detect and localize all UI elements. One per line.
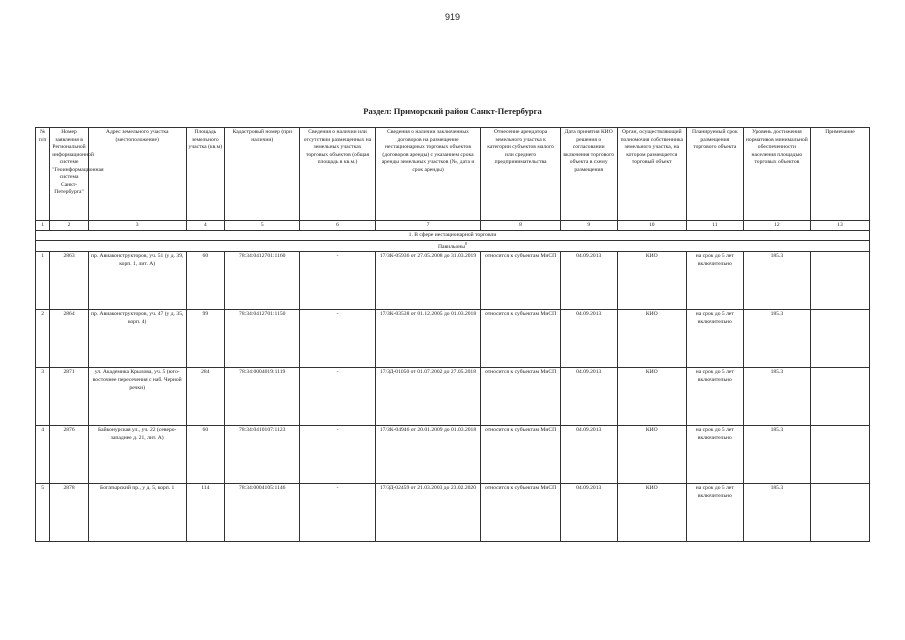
- column-header: № п/п: [36, 128, 50, 221]
- provision-level-cell: 185.3: [743, 310, 810, 368]
- application-number-cell: 2864: [50, 310, 89, 368]
- contract-info-cell: 17/ЗК-05936 от 27.05.2008 до 31.03.2019: [375, 252, 481, 310]
- owner-organ-cell: КИО: [617, 484, 686, 542]
- provision-level-cell: 185.3: [743, 426, 810, 484]
- table-body: [36, 252, 870, 542]
- placement-term-cell: на срок до 5 лет включительно: [686, 310, 743, 368]
- column-number: 2: [50, 221, 89, 231]
- area-cell: 114: [186, 484, 225, 542]
- subcategory-row: [36, 241, 870, 252]
- placement-term-cell: на срок до 5 лет включительно: [686, 426, 743, 484]
- provision-level-cell: 185.3: [743, 484, 810, 542]
- provision-level-cell: 185.3: [743, 252, 810, 310]
- section-title: Раздел: Приморский район Санкт-Петербурга: [363, 106, 542, 116]
- sme-status-cell: относится к субъектам МиСП: [481, 252, 560, 310]
- column-header: Сведения о наличии заключенных договоров на размещение нестационарных торговых объектов (договоров аренды) с указанием срока аренды земельных участков (№, дата и срок аренды): [375, 128, 481, 221]
- footnote-mark: 8: [465, 241, 468, 246]
- column-number: 11: [686, 221, 743, 231]
- column-header: Адрес земельного участка (местоположение): [88, 128, 186, 221]
- address-cell: Байконурская ул., уч. 22 (северо-западнее д. 21, лит. А): [88, 426, 186, 484]
- placement-term-cell: на срок до 5 лет включительно: [686, 252, 743, 310]
- area-cell: 60: [186, 426, 225, 484]
- sme-status-cell: относится к субъектам МиСП: [481, 368, 560, 426]
- approval-date-cell: 04.09.2013: [560, 484, 617, 542]
- owner-organ-cell: КИО: [617, 368, 686, 426]
- column-number: 1: [36, 221, 50, 231]
- contract-info-cell: 17/ЗК-04946 от 20.01.2009 до 01.03.2018: [375, 426, 481, 484]
- row-number-cell: 3: [36, 368, 50, 426]
- contract-info-cell: 17/ЗД-02459 от 21.03.2003 до 23.02.2020: [375, 484, 481, 542]
- table-row: [36, 426, 870, 484]
- address-cell: пр. Авиаконструкторов, уч. 47 (у д. 35, корп. 4): [88, 310, 186, 368]
- approval-date-cell: 04.09.2013: [560, 426, 617, 484]
- column-number: 5: [225, 221, 300, 231]
- note-cell: [810, 368, 869, 426]
- column-number: 8: [481, 221, 560, 231]
- placement-term-cell: на срок до 5 лет включительно: [686, 484, 743, 542]
- category-label: 1. В сфере нестационарной торговли: [36, 231, 870, 241]
- column-number: 9: [560, 221, 617, 231]
- subcategory-label: Павильоны: [437, 243, 466, 250]
- row-number-cell: 5: [36, 484, 50, 542]
- note-cell: [810, 484, 869, 542]
- approval-date-cell: 04.09.2013: [560, 252, 617, 310]
- table-row: [36, 368, 870, 426]
- placement-term-cell: на срок до 5 лет включительно: [686, 368, 743, 426]
- column-header: Кадастровый номер (при наличии): [225, 128, 300, 221]
- column-header: Сведения о наличии или отсутствии размещенных на земельных участках торговых объектов (общая площадь в кв.м.): [300, 128, 375, 221]
- column-number-row: [36, 221, 870, 231]
- existing-objects-cell: -: [300, 368, 375, 426]
- cadastral-number-cell: 78:34:0004019:1119: [225, 368, 300, 426]
- owner-organ-cell: КИО: [617, 310, 686, 368]
- area-cell: 60: [186, 252, 225, 310]
- column-header: Дата принятия КИО решения о согласовании включения торгового объекта в схему размещения: [560, 128, 617, 221]
- application-number-cell: 2863: [50, 252, 89, 310]
- existing-objects-cell: -: [300, 252, 375, 310]
- column-number: 13: [810, 221, 869, 231]
- cadastral-number-cell: 78:34:0412701:1150: [225, 310, 300, 368]
- owner-organ-cell: КИО: [617, 252, 686, 310]
- application-number-cell: 2871: [50, 368, 89, 426]
- column-number: 4: [186, 221, 225, 231]
- table-row: [36, 484, 870, 542]
- column-number: 12: [743, 221, 810, 231]
- sme-status-cell: относится к субъектам МиСП: [481, 310, 560, 368]
- column-header: Площадь земельного участка (кв.м): [186, 128, 225, 221]
- column-header: Номер заявления в Региональной информационной системе "Геоинформационная система Санкт-Петербурга": [50, 128, 89, 221]
- page-number: 919: [444, 12, 461, 22]
- existing-objects-cell: -: [300, 310, 375, 368]
- row-number-cell: 2: [36, 310, 50, 368]
- column-header: Отнесение арендатора земельного участка к категории субъектов малого или среднего предпринимательства: [481, 128, 560, 221]
- column-number: 10: [617, 221, 686, 231]
- contract-info-cell: 17/ЗК-03538 от 01.12.2005 до 01.03.2018: [375, 310, 481, 368]
- column-header: Примечание: [810, 128, 869, 221]
- note-cell: [810, 310, 869, 368]
- row-number-cell: 4: [36, 426, 50, 484]
- application-number-cell: 2878: [50, 484, 89, 542]
- provision-level-cell: 185.3: [743, 368, 810, 426]
- area-cell: 99: [186, 310, 225, 368]
- existing-objects-cell: -: [300, 426, 375, 484]
- registry-table: [35, 127, 870, 542]
- address-cell: Богатырский пр., у д. 5, корп. 1: [88, 484, 186, 542]
- note-cell: [810, 252, 869, 310]
- existing-objects-cell: -: [300, 484, 375, 542]
- column-header: Планируемый срок размещения торгового объекта: [686, 128, 743, 221]
- address-cell: ул. Академика Крылова, уч. 5 (юго-восточнее пересечения с наб. Черной речки): [88, 368, 186, 426]
- column-header: Орган, осуществляющий полномочия собственника земельного участка, на котором размещается торговый объект: [617, 128, 686, 221]
- sme-status-cell: относится к субъектам МиСП: [481, 426, 560, 484]
- category-row: [36, 231, 870, 241]
- table-row: [36, 252, 870, 310]
- cadastral-number-cell: 78:34:0004105:1146: [225, 484, 300, 542]
- application-number-cell: 2876: [50, 426, 89, 484]
- row-number-cell: 1: [36, 252, 50, 310]
- owner-organ-cell: КИО: [617, 426, 686, 484]
- column-number: 3: [88, 221, 186, 231]
- note-cell: [810, 426, 869, 484]
- subcategory-cell: [36, 241, 870, 252]
- area-cell: 284: [186, 368, 225, 426]
- cadastral-number-cell: 78:34:0412701:1160: [225, 252, 300, 310]
- contract-info-cell: 17/ЗД-01050 от 01.07.2002 до 27.05.2018: [375, 368, 481, 426]
- cadastral-number-cell: 78:34:0410107:1123: [225, 426, 300, 484]
- sme-status-cell: относится к субъектам МиСП: [481, 484, 560, 542]
- approval-date-cell: 04.09.2013: [560, 368, 617, 426]
- approval-date-cell: 04.09.2013: [560, 310, 617, 368]
- address-cell: пр. Авиаконструкторов, уч. 51 (у д. 39, корп. 1, лит. А): [88, 252, 186, 310]
- column-header: Уровень достижения нормативов минимальной обеспеченности населения площадью торговых объектов: [743, 128, 810, 221]
- table-header-row: [36, 128, 870, 221]
- column-number: 7: [375, 221, 481, 231]
- column-number: 6: [300, 221, 375, 231]
- table-row: [36, 310, 870, 368]
